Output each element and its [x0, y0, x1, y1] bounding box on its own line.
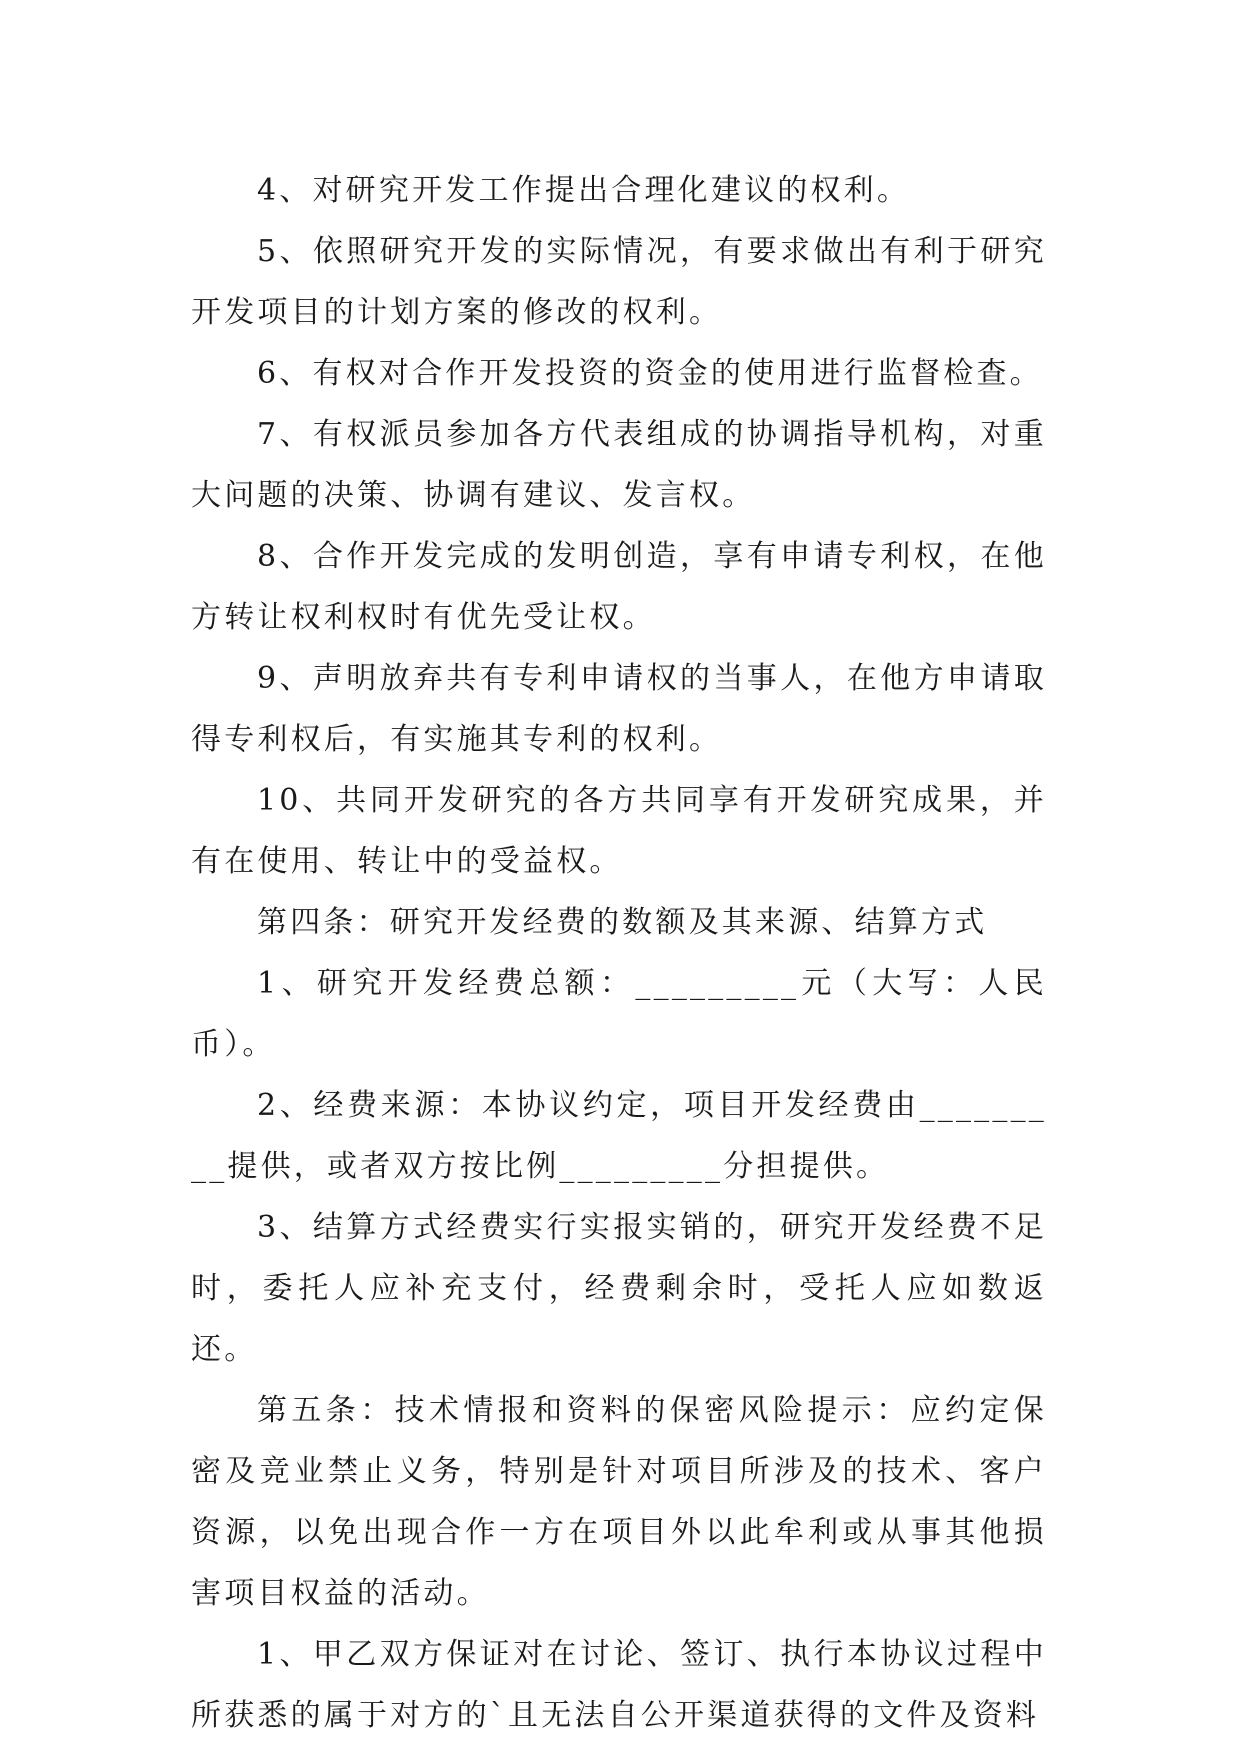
paragraph-right-5: 5、依照研究开发的实际情况，有要求做出有利于研究开发项目的计划方案的修改的权利。 [191, 234, 1047, 330]
paragraph-right-10: 10、共同开发研究的各方共同享有开发研究成果，并有在使用、转让中的受益权。 [191, 783, 1047, 879]
article-4-heading: 第四条：研究开发经费的数额及其来源、结算方式 [257, 905, 988, 940]
funding-total: 1、研究开发经费总额：_________元（大写：人民币）。 [191, 966, 1047, 1062]
confidentiality-clause-1: 1、甲乙双方保证对在讨论、签订、执行本协议过程中所获悉的属于对方的`且无法自公开渠道获得的文件及资料 [191, 1637, 1047, 1733]
paragraph-right-9: 9、声明放弃共有专利申请权的当事人，在他方申请取得专利权后，有实施其专利的权利。 [191, 661, 1047, 757]
paragraph-right-6: 6、有权对合作开发投资的资金的使用进行监督检查。 [257, 356, 1043, 391]
paragraph-right-8: 8、合作开发完成的发明创造，享有申请专利权，在他方转让权利权时有优先受让权。 [191, 539, 1047, 635]
document-body [191, 160, 1047, 1746]
funding-source: 2、经费来源：本协议约定，项目开发经费由_________提供，或者双方按比例_________分担提供。 [191, 1088, 1047, 1184]
paragraph-right-7: 7、有权派员参加各方代表组成的协调指导机构，对重大问题的决策、协调有建议、发言权。 [191, 417, 1047, 513]
settlement-method: 3、结算方式经费实行实报实销的，研究开发经费不足时，委托人应补充支付，经费剩余时，受托人应如数返还。 [191, 1210, 1047, 1367]
article-5-heading: 第五条：技术情报和资料的保密风险提示：应约定保密及竞业禁止义务，特别是针对项目所涉及的技术、客户资源，以免出现合作一方在项目外以此牟利或从事其他损害项目权益的活动。 [191, 1393, 1047, 1611]
paragraph-right-4: 4、对研究开发工作提出合理化建议的权利。 [257, 173, 911, 208]
